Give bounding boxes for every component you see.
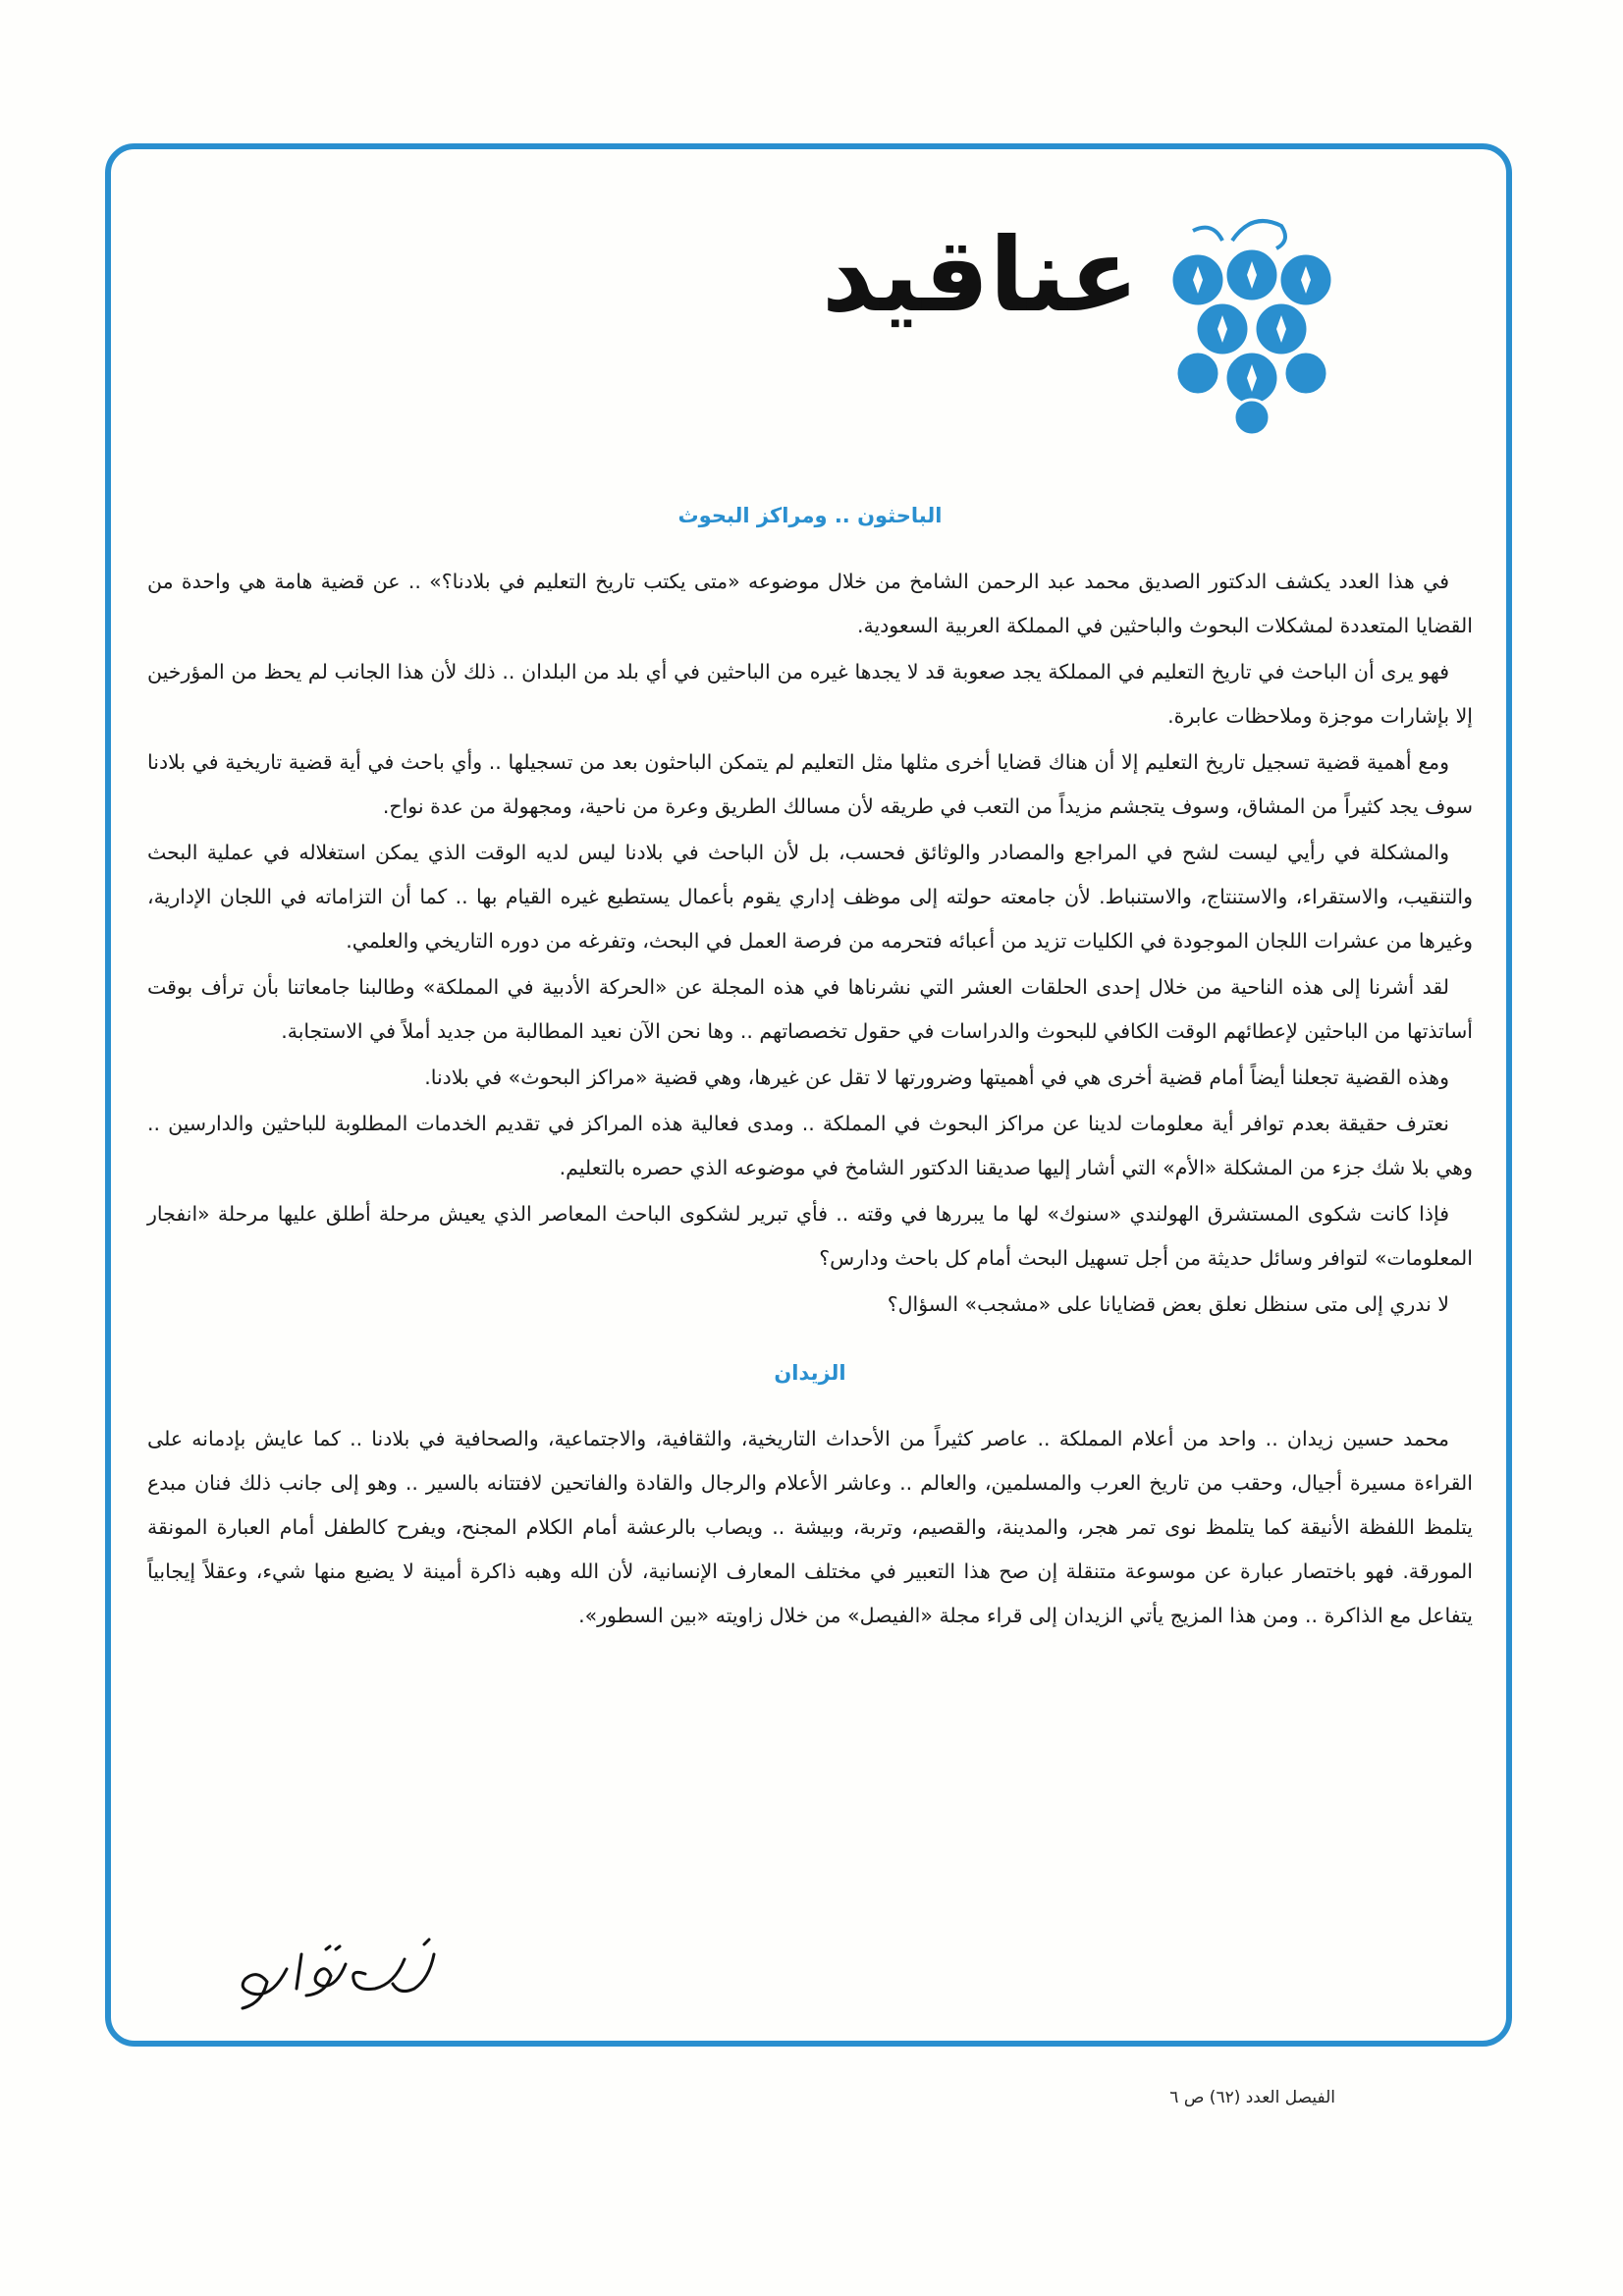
masthead [821, 201, 1355, 437]
paragraph: محمد حسين زيدان .. واحد من أعلام المملكة .. عاصر كثيراً من الأحداث التاريخية، والثقافية، والاجتماعية، والصحافية في بلادنا .. كما عايش بإدمانه على القراءة مسيرة أجيال، وحقب من تاريخ العرب والمسلمين، والعالم .. وعاشر الأعلام والرجال والقادة والفاتحين لافتتانه بالسير .. وهو إلى جانب ذلك فنان مبدع يتلمظ اللفظة الأنيقة كما يتلمظ نوى تمر هجر، والمدينة، والقصيم، وتربة، وبيشة .. ويصاب بالرعشة أمام الكلام المجنح، ويفرح كالطفل أمام العبارة المونقة المورقة. فهو باختصار عبارة عن موسوعة متنقلة إن صح هذا التعبير في مختلف المعارف الإنسانية، لأن الله وهبه ذاكرة أمينة لا يضيع منها شيء، وعقلاً إيجابياً يتفاعل مع الذاكرة .. ومن هذا المزيج يأتي الزيدان إلى قراء مجلة «الفيصل» من خلال زاويته «بين السطور». [147, 1427, 1473, 1627]
grape-cluster-icon [1154, 201, 1350, 437]
editorial-content [147, 501, 1473, 1640]
paragraph: في هذا العدد يكشف الدكتور الصديق محمد عبد الرحمن الشامخ من خلال موضوعه «متى يكتب تاريخ التعليم في بلادنا؟» .. عن قضية هامة هي واحدة من القضايا المتعددة لمشكلات البحوث والباحثين في المملكة العربية السعودية. [147, 570, 1473, 637]
masthead-title: عناقيد [821, 215, 1139, 335]
page-footer: الفيصل العدد (٦٢) ص ٦ [1169, 2088, 1335, 2107]
section-title-zaidan: الزيدان [774, 1361, 846, 1385]
paragraph: ومع أهمية قضية تسجيل تاريخ التعليم إلا أن هناك قضايا أخرى مثلها مثل التعليم لم يتمكن الباحثون بعد من تسجيلها .. وأي باحث في أية قضية تاريخية في بلادنا سوف يجد كثيراً من المشاق، وسوف يتجشم مزيداً من التعب في طريقه لأن مسالك الطريق وعرة من ناحية، ومجهولة من عدة نواح. [147, 750, 1473, 818]
paragraph: لا ندري إلى متى سنظل نعلق بعض قضايانا على «مشجب» السؤال؟ [887, 1292, 1449, 1316]
paragraph: فإذا كانت شكوى المستشرق الهولندي «سنوك» لها ما يبررها في وقته .. فأي تبرير لشكوى الباحث المعاصر الذي يعيش مرحلة أطلق عليها مرحلة «انفجار المعلومات» لتوافر وسائل حديثة من أجل تسهيل البحث أمام كل باحث ودارس؟ [147, 1202, 1473, 1270]
section-title-researchers: الباحثون .. ومراكز البحوث [677, 504, 943, 527]
paragraph: والمشكلة في رأيي ليست لشح في المراجع والمصادر والوثائق فحسب، بل لأن الباحث في بلادنا ليس لديه الوقت الذي يمكن استغلاله في عملية البحث والتنقيب، والاستقراء، والاستنتاج، والاستنباط. لأن جامعته حولته إلى موظف إداري يقوم بأعمال يستطيع غيره القيام بها .. كما أن التزاماته في اللجان الإدارية، وغيرها من عشرات اللجان الموجودة في الكليات تزيد من أعبائه فتحرمه من فرصة العمل في البحث، وتفرغه من دوره التاريخي والعلمي. [147, 841, 1473, 953]
editor-signature [228, 1935, 454, 2013]
paragraph: نعترف حقيقة بعدم توافر أية معلومات لدينا عن مراكز البحوث في المملكة .. ومدى فعالية هذه المراكز في تقديم الخدمات المطلوبة للباحثين والدارسين .. وهي بلا شك جزء من المشكلة «الأم» التي أشار إليها صديقنا الدكتور الشامخ في موضوعه الذي حصره بالتعليم. [147, 1112, 1473, 1179]
paragraph: وهذه القضية تجعلنا أيضاً أمام قضية أخرى هي في أهميتها وضرورتها لا تقل عن غيرها، وهي قضية «مراكز البحوث» في بلادنا. [424, 1066, 1449, 1089]
paragraph: لقد أشرنا إلى هذه الناحية من خلال إحدى الحلقات العشر التي نشرناها في هذه المجلة عن «الحركة الأدبية في المملكة» وطالبنا جامعاتنا بأن ترأف بوقت أساتذتها من الباحثين لإعطائهم الوقت الكافي للبحوث والدراسات في حقول تخصصاتهم .. وها نحن الآن نعيد المطالبة من جديد أملاً في الاستجابة. [147, 975, 1473, 1043]
paragraph: فهو يرى أن الباحث في تاريخ التعليم في المملكة يجد صعوبة قد لا يجدها غيره من الباحثين في أي بلد من البلدان .. ذلك لأن هذا الجانب لم يحظ من المؤرخين إلا بإشارات موجزة وملاحظات عابرة. [147, 660, 1473, 728]
